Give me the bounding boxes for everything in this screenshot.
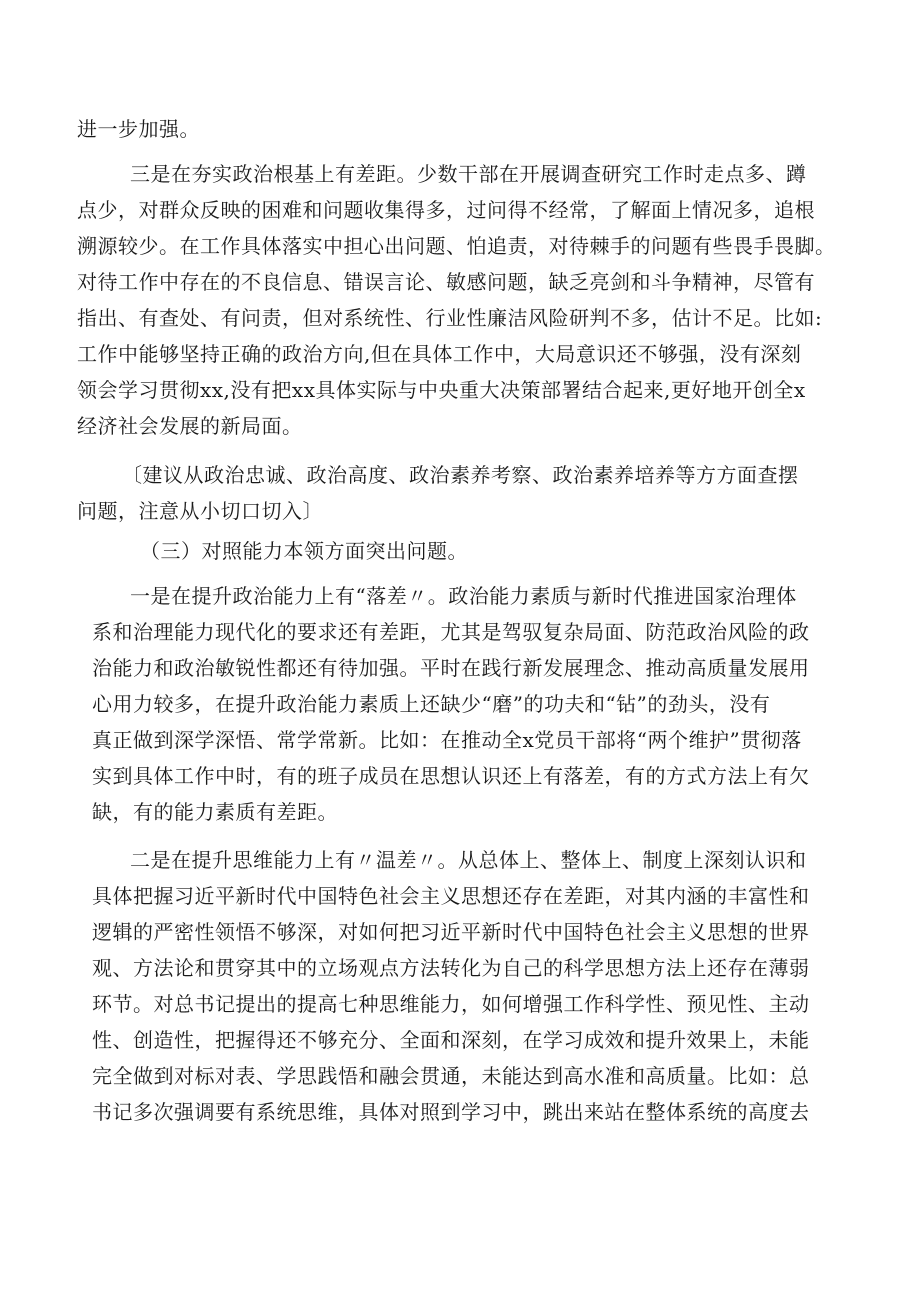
text-line: 三是在夯实政治根基上有差距。少数干部在开展调查研究工作时走点多、蹲: [130, 162, 807, 186]
text-line: 溯源较少。在工作具体落实中担心出问题、怕追责，对待棘手的问题有些畏手畏脚。: [77, 234, 836, 258]
text-line: 领会学习贯彻xx,没有把xx具体实际与中央重大决策部署结合起来,更好地开创全x: [77, 378, 806, 402]
text-line: 缺，有的能力素质有差距。: [92, 800, 338, 824]
text-line: 实到具体工作中时，有的班子成员在思想认识还上有落差，有的方式方法上有欠: [92, 764, 810, 788]
text-line: 真正做到深学深悟、常学常新。比如：在推动全x党员干部将“两个维护”贯彻落: [92, 728, 802, 752]
section-heading: （三）对照能力本领方面突出问题。: [140, 539, 468, 563]
text-line: 书记多次强调要有系统思维，具体对照到学习中，跳出来站在整体系统的高度去: [92, 1100, 810, 1124]
text-line: 心用力较多，在提升政治能力素质上还缺少“磨”的功夫和“钻”的劲头，没有: [92, 692, 771, 716]
text-line: 经济社会发展的新局面。: [77, 414, 303, 438]
text-line: 观、方法论和贯穿其中的立场观点方法转化为自己的科学思想方法上还存在薄弱: [92, 956, 810, 980]
text-line: 环节。对总书记提出的提高七种思维能力，如何增强工作科学性、预见性、主动: [92, 992, 810, 1016]
text-line: 逻辑的严密性领悟不够深，对如何把习近平新时代中国特色社会主义思想的世界: [92, 920, 810, 944]
text-line: 治能力和政治敏锐性都还有待加强。平时在践行新发展理念、推动高质量发展用: [92, 656, 810, 680]
suggestion-note: 〔建议从政治忠诚、政治高度、政治素养考察、政治素养培养等方方面查摆: [122, 463, 799, 487]
text-line: 进一步加强。: [77, 117, 200, 141]
text-line: 一是在提升政治能力上有“落差〃。政治能力素质与新时代推进国家治理体: [130, 584, 797, 608]
text-line: 完全做到对标对表、学思践悟和融会贯通，未能达到高水准和高质量。比如：总: [92, 1064, 810, 1088]
suggestion-note: 问题，注意从小切口切入〕: [77, 499, 323, 523]
text-line: 指出、有查处、有问责，但对系统性、行业性廉洁风险研判不多，估计不足。比如:: [77, 306, 823, 330]
text-line: 系和治理能力现代化的要求还有差距，尤其是驾驭复杂局面、防范政治风险的政: [92, 620, 810, 644]
text-line: 性、创造性，把握得还不够充分、全面和深刻，在学习成效和提升效果上，未能: [92, 1028, 810, 1052]
text-line: 二是在提升思维能力上有〃温差〃。从总体上、整体上、制度上深刻认识和: [130, 848, 807, 872]
text-line: 对待工作中存在的不良信息、错误言论、敏感问题，缺乏亮剑和斗争精神，尽管有: [77, 270, 815, 294]
text-line: 工作中能够坚持正确的政治方向,但在具体工作中，大局意识还不够强，没有深刻: [77, 342, 802, 366]
text-line: 具体把握习近平新时代中国特色社会主义思想还存在差距，对其内涵的丰富性和: [92, 884, 810, 908]
text-line: 点少，对群众反映的困难和问题收集得多，过问得不经常，了解面上情况多，追根: [77, 198, 815, 222]
